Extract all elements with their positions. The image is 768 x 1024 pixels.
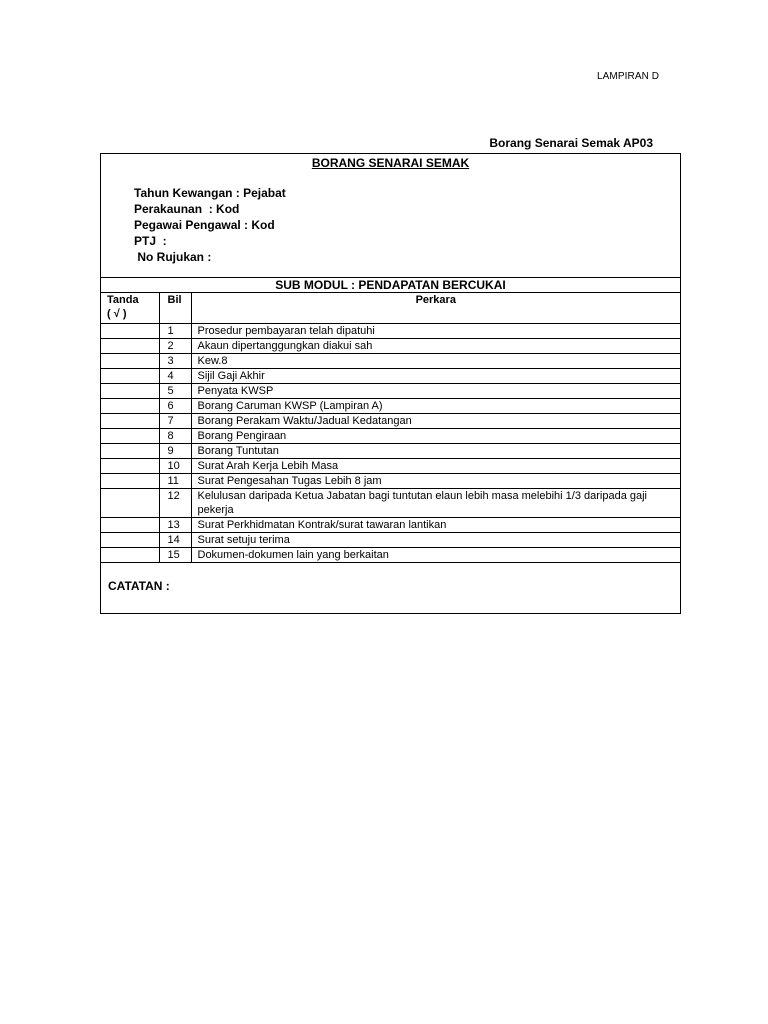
table-row	[101, 414, 680, 429]
checklist-form	[100, 153, 681, 614]
tanda-label: Tanda	[107, 294, 139, 306]
bil-cell: 11	[159, 474, 191, 489]
perkara-cell: Dokumen-dokumen lain yang berkaitan	[191, 548, 680, 563]
perkara-cell: Akaun dipertanggungkan diakui sah	[191, 339, 680, 354]
table-row	[101, 384, 680, 399]
bil-cell: 4	[159, 369, 191, 384]
bil-cell: 12	[159, 489, 191, 518]
table-row	[101, 548, 680, 563]
tanda-checkbox-cell[interactable]	[101, 384, 159, 399]
table-row	[101, 339, 680, 354]
form-info	[134, 185, 286, 265]
tanda-checkbox-cell[interactable]	[101, 533, 159, 548]
bil-cell: 8	[159, 429, 191, 444]
perkara-cell: Kelulusan daripada Ketua Jabatan bagi tuntutan elaun lebih masa melebihi 1/3 daripada gaji pekerja	[191, 489, 680, 518]
perkara-cell: Surat Perkhidmatan Kontrak/surat tawaran lantikan	[191, 518, 680, 533]
table-row	[101, 354, 680, 369]
tanda-checkbox-cell[interactable]	[101, 489, 159, 518]
info-no-rujukan: No Rujukan :	[134, 250, 212, 264]
table-row	[101, 429, 680, 444]
tanda-checkbox-cell[interactable]	[101, 459, 159, 474]
tanda-checkbox-cell[interactable]	[101, 548, 159, 563]
perkara-cell: Surat setuju terima	[191, 533, 680, 548]
perkara-cell: Kew.8	[191, 354, 680, 369]
info-tahun-kewangan: Tahun Kewangan : Pejabat	[134, 186, 286, 200]
perkara-cell: Sijil Gaji Akhir	[191, 369, 680, 384]
tanda-checkbox-cell[interactable]	[101, 369, 159, 384]
tanda-checkbox-cell[interactable]	[101, 414, 159, 429]
tanda-checkbox-cell[interactable]	[101, 518, 159, 533]
table-row	[101, 369, 680, 384]
checklist-table	[101, 293, 680, 563]
column-header-tanda	[101, 293, 159, 324]
tanda-mark: ( √ )	[107, 308, 127, 320]
table-row	[101, 459, 680, 474]
perkara-cell: Borang Tuntutan	[191, 444, 680, 459]
perkara-cell: Surat Arah Kerja Lebih Masa	[191, 459, 680, 474]
tanda-checkbox-cell[interactable]	[101, 444, 159, 459]
bil-cell: 2	[159, 339, 191, 354]
form-code: Borang Senarai Semak AP03	[489, 136, 653, 150]
form-header	[101, 154, 680, 278]
perkara-cell: Borang Perakam Waktu/Jadual Kedatangan	[191, 414, 680, 429]
bil-cell: 13	[159, 518, 191, 533]
column-header-perkara: Perkara	[191, 293, 680, 324]
table-row	[101, 533, 680, 548]
tanda-checkbox-cell[interactable]	[101, 429, 159, 444]
bil-cell: 1	[159, 324, 191, 339]
perkara-cell: Borang Caruman KWSP (Lampiran A)	[191, 399, 680, 414]
tanda-checkbox-cell[interactable]	[101, 354, 159, 369]
table-row	[101, 474, 680, 489]
perkara-cell: Borang Pengiraan	[191, 429, 680, 444]
bil-cell: 6	[159, 399, 191, 414]
bil-cell: 5	[159, 384, 191, 399]
info-perakaunan: Perakaunan : Kod	[134, 202, 240, 216]
tanda-checkbox-cell[interactable]	[101, 474, 159, 489]
table-row	[101, 518, 680, 533]
bil-cell: 14	[159, 533, 191, 548]
perkara-cell: Penyata KWSP	[191, 384, 680, 399]
table-row	[101, 324, 680, 339]
info-ptj: PTJ :	[134, 234, 167, 248]
perkara-cell: Prosedur pembayaran telah dipatuhi	[191, 324, 680, 339]
table-row	[101, 489, 680, 518]
column-header-bil: Bil	[159, 293, 191, 324]
lampiran-label: LAMPIRAN D	[597, 71, 660, 82]
form-title: BORANG SENARAI SEMAK	[311, 156, 470, 170]
catatan-label: CATATAN :	[108, 579, 170, 593]
bil-cell: 7	[159, 414, 191, 429]
bil-cell: 3	[159, 354, 191, 369]
table-row	[101, 444, 680, 459]
bil-cell: 9	[159, 444, 191, 459]
table-header-row	[101, 293, 680, 324]
tanda-checkbox-cell[interactable]	[101, 339, 159, 354]
bil-cell: 15	[159, 548, 191, 563]
sub-module-title: SUB MODUL : PENDAPATAN BERCUKAI	[101, 278, 680, 293]
tanda-checkbox-cell[interactable]	[101, 324, 159, 339]
tanda-checkbox-cell[interactable]	[101, 399, 159, 414]
table-row	[101, 399, 680, 414]
bil-cell: 10	[159, 459, 191, 474]
info-pegawai-pengawal: Pegawai Pengawal : Kod	[134, 218, 275, 232]
perkara-cell: Surat Pengesahan Tugas Lebih 8 jam	[191, 474, 680, 489]
